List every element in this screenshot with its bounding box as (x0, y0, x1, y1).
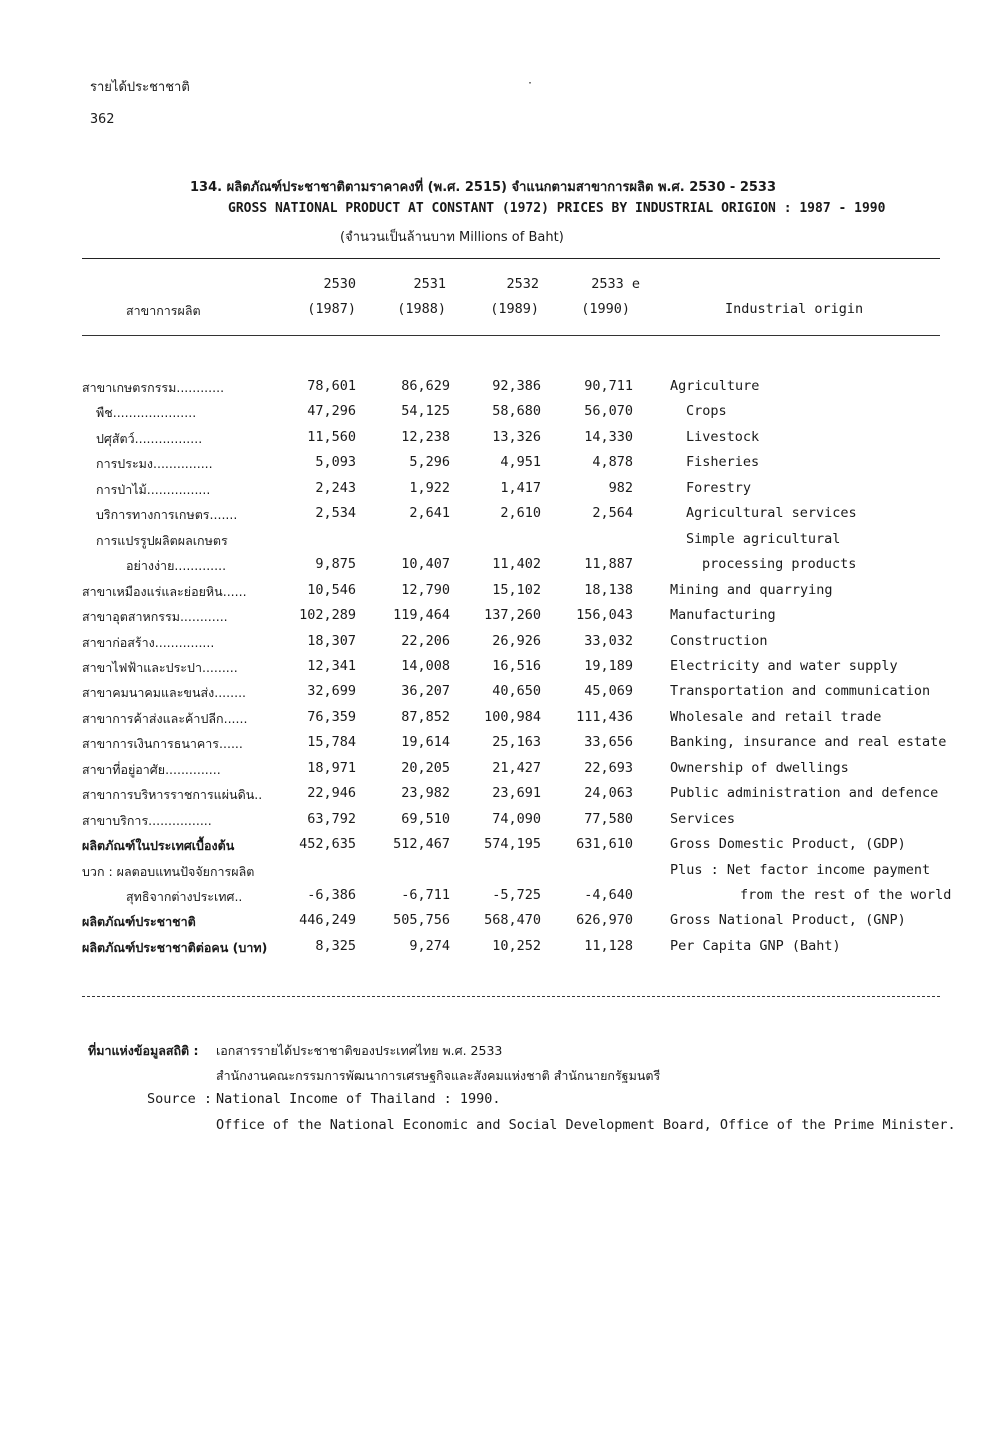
cell-value-4: 33,032 (584, 632, 633, 649)
table-row (0, 658, 990, 683)
row-label-english: Services (670, 810, 736, 827)
cell-value-3: -5,725 (492, 887, 541, 903)
cell-value-3: 13,326 (492, 428, 541, 445)
table-row (0, 862, 990, 887)
cell-value-3: 2,610 (500, 505, 541, 522)
cell-value-1: 15,784 (307, 734, 356, 751)
row-label-thai: ผลิตภัณฑ์ประชาชาติ (82, 914, 196, 930)
row-label-thai: สุทธิจากต่างประเทศ.. (126, 889, 243, 904)
row-label-english: Public administration and defence (670, 785, 939, 802)
row-label-thai: บริการทางการเกษตร....... (96, 507, 238, 523)
source-thai-line-2: สำนักงานคณะกรรมการพัฒนาการเศรษฐกิจและสังคมแห่งชาติ สำนักนายกรัฐมนตรี (216, 1068, 661, 1083)
table-top-rule (82, 258, 940, 259)
cell-value-1: 9,875 (315, 556, 356, 573)
row-label-english: processing products (702, 556, 857, 573)
cell-value-2: 14,008 (401, 657, 450, 674)
row-label-english: Electricity and water supply (670, 657, 898, 674)
table-row (0, 531, 990, 556)
row-label-thai: สาขาการเงินการธนาคาร...... (82, 736, 243, 752)
row-label-thai: ผลิตภัณฑ์ประชาชาติต่อคน (บาท) (82, 939, 268, 955)
row-label-thai: สาขาอุตสาหกรรม............ (82, 609, 228, 625)
row-label-english: Wholesale and retail trade (670, 708, 882, 725)
year-ce-2: (1988) (397, 301, 446, 317)
speck-mark: · (527, 78, 534, 89)
cell-value-3: 11,402 (492, 556, 541, 573)
row-label-english: Construction (670, 632, 768, 649)
cell-value-4: 18,138 (584, 581, 633, 598)
table-row (0, 480, 990, 505)
cell-value-3: 1,417 (500, 479, 541, 496)
year-ce-1: (1987) (307, 301, 356, 317)
cell-value-1: 18,307 (307, 632, 356, 649)
cell-value-1: 12,341 (307, 657, 356, 674)
cell-value-2: 54,125 (401, 403, 450, 420)
row-label-english: Simple agricultural (686, 530, 841, 547)
row-label-thai: สาขาการบริหารราชการแผ่นดิน.. (82, 787, 263, 803)
source-english-line-2: Office of the National Economic and Social Development Board, Office of the Prime Minister. (216, 1117, 956, 1133)
cell-value-3: 15,102 (492, 581, 541, 598)
row-label-english: Forestry (686, 479, 752, 496)
table-row (0, 505, 990, 530)
table-unit: (จำนวนเป็นล้านบาท Millions of Baht) (340, 230, 564, 245)
cell-value-2: 512,467 (393, 836, 450, 853)
row-label-english: Manufacturing (670, 607, 776, 624)
cell-value-2: 19,614 (401, 734, 450, 751)
table-title-thai: 134. ผลิตภัณฑ์ประชาชาติตามราคาคงที่ (พ.ศ. 2515) จำแนกตามสาขาการผลิต พ.ศ. 2530 - 2533 (190, 180, 777, 195)
row-label-english: Agricultural services (686, 505, 857, 522)
cell-value-4: 11,128 (584, 937, 633, 954)
table-row (0, 734, 990, 759)
cell-value-4: 19,189 (584, 657, 633, 674)
year-be-1: 2530 (323, 276, 356, 292)
row-label-thai: บวก : ผลตอบแทนปัจจัยการผลิต (82, 863, 255, 879)
row-label-thai: สาขาบริการ................ (82, 812, 212, 828)
cell-value-4: 4,878 (592, 454, 633, 471)
year-be-4: 2533 e (591, 276, 640, 292)
cell-value-3: 58,680 (492, 403, 541, 420)
cell-value-3: 100,984 (484, 708, 541, 725)
cell-value-3: 137,260 (484, 607, 541, 624)
table-row (0, 811, 990, 836)
cell-value-1: 32,699 (307, 683, 356, 700)
cell-value-4: 90,711 (584, 378, 633, 394)
row-label-thai: พืช..................... (96, 405, 197, 421)
row-label-thai: การป่าไม้................ (96, 481, 211, 497)
table-row (0, 836, 990, 861)
cell-value-1: 76,359 (307, 708, 356, 725)
year-be-3: 2532 (506, 276, 539, 292)
cell-value-3: 40,650 (492, 683, 541, 700)
cell-value-4: 45,069 (584, 683, 633, 700)
row-label-thai: อย่างง่าย............. (126, 558, 227, 574)
row-label-thai: สาขาเกษตรกรรม............ (82, 380, 225, 395)
cell-value-3: 10,252 (492, 937, 541, 954)
row-label-thai: การประมง............... (96, 456, 213, 472)
cell-value-1: 63,792 (307, 810, 356, 827)
row-label-thai: สาขาที่อยู่อาศัย.............. (82, 761, 221, 777)
cell-value-2: 10,407 (401, 556, 450, 573)
table-row (0, 378, 990, 403)
year-be-2: 2531 (413, 276, 446, 292)
row-label-english: Mining and quarrying (670, 581, 833, 598)
row-label-english: Agriculture (670, 378, 760, 394)
cell-value-2: 9,274 (409, 937, 450, 954)
row-label-thai: สาขาไฟฟ้าและประปา......... (82, 659, 238, 675)
source-label-english: Source : (147, 1091, 213, 1107)
cell-value-2: 1,922 (409, 479, 450, 496)
cell-value-1: 10,546 (307, 581, 356, 598)
row-label-english: Plus : Net factor income payment (670, 861, 931, 878)
row-label-english: Gross National Product, (GNP) (670, 912, 906, 929)
year-ce-3: (1989) (490, 301, 539, 317)
table-row (0, 785, 990, 810)
cell-value-3: 92,386 (492, 378, 541, 394)
cell-value-2: 119,464 (393, 607, 450, 624)
row-label-english: from the rest of the world (740, 887, 952, 903)
row-label-english: Fisheries (686, 454, 760, 471)
cell-value-4: 631,610 (576, 836, 633, 853)
table-row (0, 709, 990, 734)
cell-value-4: 982 (608, 479, 633, 496)
cell-value-4: 111,436 (576, 708, 633, 725)
cell-value-1: 47,296 (307, 403, 356, 420)
row-label-thai: สาขาเหมืองแร่และย่อยหิน...... (82, 583, 247, 599)
row-label-english: Transportation and communication (670, 683, 931, 700)
cell-value-1: 102,289 (299, 607, 356, 624)
row-label-english: Gross Domestic Product, (GDP) (670, 836, 906, 853)
cell-value-3: 26,926 (492, 632, 541, 649)
cell-value-4: 156,043 (576, 607, 633, 624)
column-header-english: Industrial origin (725, 301, 864, 317)
cell-value-2: -6,711 (401, 887, 450, 903)
row-label-english: Per Capita GNP (Baht) (670, 937, 841, 954)
table-row (0, 556, 990, 581)
cell-value-1: 2,243 (315, 479, 356, 496)
row-label-english: Ownership of dwellings (670, 759, 849, 776)
running-title: รายได้ประชาชาติ (90, 80, 190, 95)
cell-value-1: 18,971 (307, 759, 356, 776)
table-row (0, 887, 990, 912)
table-row (0, 607, 990, 632)
table-header-rule (82, 335, 940, 336)
cell-value-1: 22,946 (307, 785, 356, 802)
column-header-thai: สาขาการผลิต (126, 303, 201, 318)
cell-value-4: 56,070 (584, 403, 633, 420)
table-title-english: GROSS NATIONAL PRODUCT AT CONSTANT (1972) PRICES BY INDUSTRIAL ORIGION : 1987 - 1990 (228, 201, 886, 216)
cell-value-1: 78,601 (307, 378, 356, 394)
row-label-thai: สาขาก่อสร้าง............... (82, 634, 215, 650)
cell-value-2: 12,238 (401, 428, 450, 445)
source-label-thai: ที่มาแห่งข้อมูลสถิติ : (88, 1043, 199, 1058)
cell-value-2: 69,510 (401, 810, 450, 827)
cell-value-3: 568,470 (484, 912, 541, 929)
table-row (0, 938, 990, 963)
cell-value-2: 12,790 (401, 581, 450, 598)
row-label-thai: ผลิตภัณฑ์ในประเทศเบื้องต้น (82, 838, 235, 854)
cell-value-3: 4,951 (500, 454, 541, 471)
cell-value-1: 452,635 (299, 836, 356, 853)
source-english-line-1: National Income of Thailand : 1990. (216, 1091, 501, 1107)
cell-value-3: 21,427 (492, 759, 541, 776)
cell-value-4: 24,063 (584, 785, 633, 802)
cell-value-1: 5,093 (315, 454, 356, 471)
table-row (0, 429, 990, 454)
cell-value-4: 626,970 (576, 912, 633, 929)
row-label-thai: ปศุสัตว์................. (96, 430, 203, 446)
cell-value-2: 87,852 (401, 708, 450, 725)
cell-value-2: 505,756 (393, 912, 450, 929)
cell-value-4: 33,656 (584, 734, 633, 751)
table-bottom-rule (82, 996, 940, 997)
cell-value-4: 77,580 (584, 810, 633, 827)
row-label-english: Livestock (686, 428, 760, 445)
cell-value-2: 20,205 (401, 759, 450, 776)
cell-value-4: 2,564 (592, 505, 633, 522)
source-thai-line-1: เอกสารรายได้ประชาชาติของประเทศไทย พ.ศ. 2533 (216, 1043, 503, 1058)
table-row (0, 912, 990, 937)
table-row (0, 633, 990, 658)
cell-value-2: 22,206 (401, 632, 450, 649)
table-row (0, 760, 990, 785)
cell-value-4: 22,693 (584, 759, 633, 776)
cell-value-4: -4,640 (584, 887, 633, 903)
cell-value-2: 23,982 (401, 785, 450, 802)
cell-value-3: 574,195 (484, 836, 541, 853)
cell-value-1: -6,386 (307, 887, 356, 903)
row-label-thai: การแปรรูปผลิตผลเกษตร (96, 532, 228, 548)
table-row (0, 454, 990, 479)
cell-value-2: 36,207 (401, 683, 450, 700)
table-row (0, 403, 990, 428)
cell-value-4: 14,330 (584, 428, 633, 445)
year-ce-4: (1990) (581, 301, 630, 317)
cell-value-2: 2,641 (409, 505, 450, 522)
row-label-thai: สาขาคมนาคมและขนส่ง........ (82, 685, 247, 701)
cell-value-3: 16,516 (492, 657, 541, 674)
table-row (0, 582, 990, 607)
table-row (0, 683, 990, 708)
row-label-english: Banking, insurance and real estate (670, 734, 947, 751)
row-label-english: Crops (686, 403, 727, 420)
cell-value-3: 74,090 (492, 810, 541, 827)
cell-value-1: 446,249 (299, 912, 356, 929)
page-number: 362 (90, 111, 115, 127)
cell-value-3: 25,163 (492, 734, 541, 751)
cell-value-2: 86,629 (401, 378, 450, 394)
cell-value-3: 23,691 (492, 785, 541, 802)
cell-value-2: 5,296 (409, 454, 450, 471)
cell-value-1: 11,560 (307, 428, 356, 445)
cell-value-1: 2,534 (315, 505, 356, 522)
cell-value-1: 8,325 (315, 937, 356, 954)
cell-value-4: 11,887 (584, 556, 633, 573)
row-label-thai: สาขาการค้าส่งและค้าปลีก...... (82, 710, 248, 726)
